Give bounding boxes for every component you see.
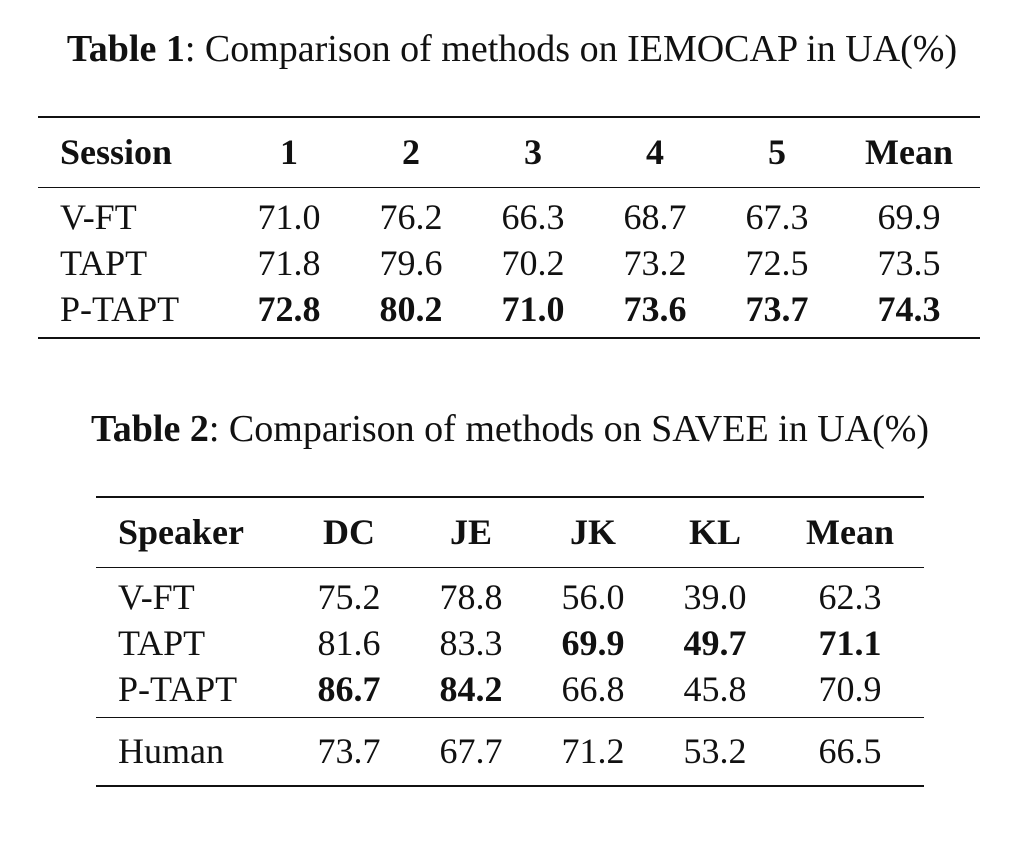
table2-header-cell: DC xyxy=(288,497,410,567)
table-row xyxy=(38,288,980,338)
method-cell: P-TAPT xyxy=(96,668,288,718)
table1-header-cell: 5 xyxy=(716,117,838,187)
value-cell: 66.3 xyxy=(501,196,565,237)
method-cell: TAPT xyxy=(118,622,206,663)
value-cell: 71.0 xyxy=(257,196,321,237)
table1-header-cell: Mean xyxy=(838,117,980,187)
value-cell: 71.8 xyxy=(257,242,321,283)
table2-label: Table 2 xyxy=(90,408,209,450)
value-cell-best: 71.0 xyxy=(501,289,565,329)
table1-header-row xyxy=(38,117,980,187)
value-cell: 78.8 xyxy=(439,576,503,617)
value-cell-best: 49.7 xyxy=(683,622,747,663)
table1 xyxy=(38,116,980,339)
value-cell: 83.3 xyxy=(439,622,503,663)
value-cell-best: 80.2 xyxy=(379,289,443,329)
value-cell: 72.5 xyxy=(745,242,809,283)
value-cell: 67.7 xyxy=(439,731,503,772)
value-cell: 75.2 xyxy=(317,576,381,617)
value-cell-best: 84.2 xyxy=(410,668,532,718)
table-row xyxy=(38,238,980,288)
value-cell: 62.3 xyxy=(818,576,882,617)
value-cell: 68.7 xyxy=(623,196,687,237)
value-cell: 71.2 xyxy=(561,731,625,772)
method-cell: P-TAPT xyxy=(60,289,180,329)
table-row xyxy=(96,618,924,668)
table2-header-cell: JE xyxy=(410,497,532,567)
table1-header-cell: 1 xyxy=(228,117,350,187)
value-cell-best: 72.8 xyxy=(257,289,321,329)
value-cell: 81.6 xyxy=(317,622,381,663)
value-cell-best: 86.7 xyxy=(288,668,410,718)
table2-header-cell: Mean xyxy=(776,497,924,567)
value-cell: 66.8 xyxy=(532,668,654,718)
value-cell: 73.7 xyxy=(317,731,381,772)
value-cell: 76.2 xyxy=(379,196,443,237)
table1-caption xyxy=(0,30,1024,68)
value-cell: 53.2 xyxy=(683,731,747,772)
value-cell: 69.9 xyxy=(877,196,941,237)
table2-header-cell: KL xyxy=(654,497,776,567)
table2-header-row xyxy=(96,497,924,567)
table-row xyxy=(38,187,980,238)
table2-caption xyxy=(0,410,1022,448)
value-cell: 56.0 xyxy=(561,576,625,617)
method-cell: V-FT xyxy=(118,576,195,617)
table1-header-cell: 3 xyxy=(472,117,594,187)
value-cell: 70.9 xyxy=(776,668,924,718)
table2-caption-text: : Comparison of methods on SAVEE in UA(%) xyxy=(208,408,930,450)
method-cell: Human xyxy=(118,731,224,772)
value-cell: 73.2 xyxy=(623,242,687,283)
value-cell: 73.5 xyxy=(877,242,941,283)
value-cell: 79.6 xyxy=(379,242,443,283)
value-cell: 66.5 xyxy=(818,731,882,772)
table-row-human xyxy=(96,718,924,786)
value-cell-best: 69.9 xyxy=(561,622,625,663)
table1-label: Table 1 xyxy=(66,28,185,70)
value-cell-best: 74.3 xyxy=(877,289,941,329)
table1-header-cell: Session xyxy=(38,117,228,187)
value-cell-best: 73.7 xyxy=(745,289,809,329)
value-cell: 67.3 xyxy=(745,196,809,237)
table1-header-cell: 4 xyxy=(594,117,716,187)
table1-caption-text: : Comparison of methods on IEMOCAP in UA(%) xyxy=(184,28,958,70)
table1-header-cell: 2 xyxy=(350,117,472,187)
method-cell: V-FT xyxy=(60,196,137,237)
table-row xyxy=(96,668,924,718)
method-cell: TAPT xyxy=(60,242,148,283)
value-cell: 39.0 xyxy=(683,576,747,617)
table2 xyxy=(96,496,924,787)
value-cell: 45.8 xyxy=(654,668,776,718)
table2-header-cell: JK xyxy=(532,497,654,567)
table-row xyxy=(96,567,924,618)
value-cell: 70.2 xyxy=(501,242,565,283)
value-cell-best: 71.1 xyxy=(818,622,882,663)
value-cell-best: 73.6 xyxy=(623,289,687,329)
table2-header-cell: Speaker xyxy=(96,497,288,567)
